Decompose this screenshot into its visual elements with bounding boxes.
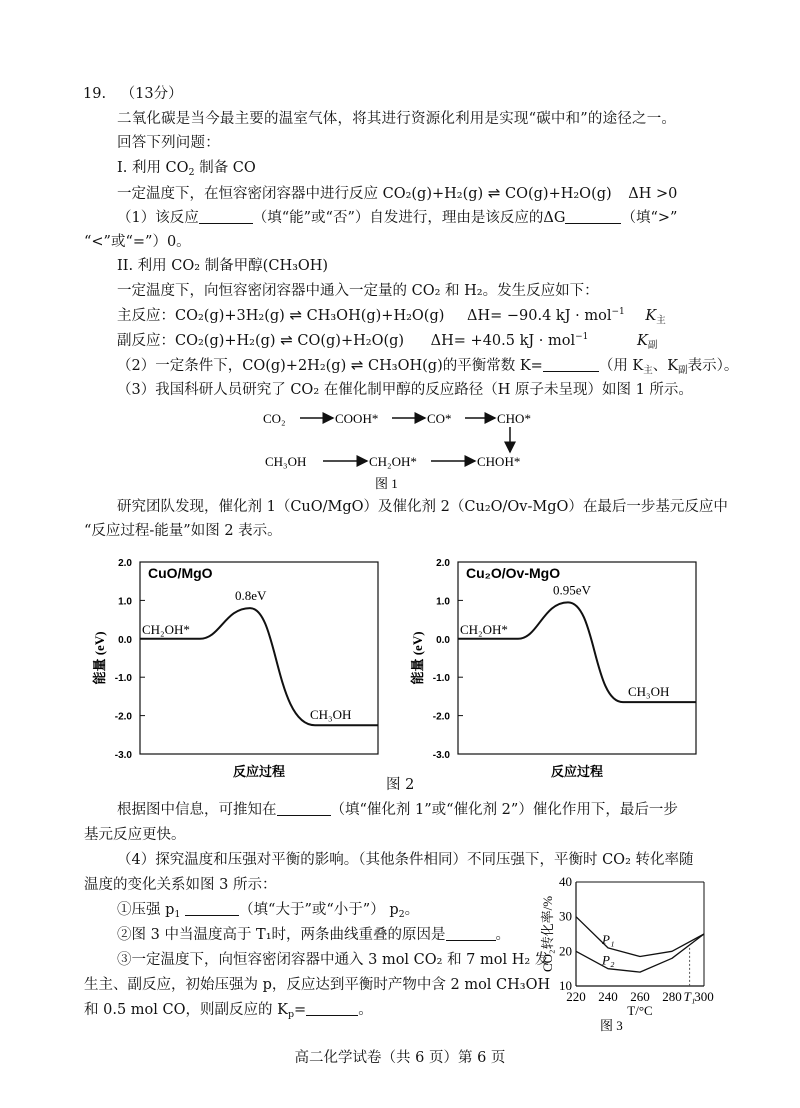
part1-title: I. 利用 $CO_2$ 制备 CO bbox=[117, 160, 256, 178]
figure2-caption: 图 2 bbox=[386, 777, 415, 793]
energy-chart-cu2o bbox=[408, 550, 708, 778]
side-k: K bbox=[637, 333, 648, 349]
t1-label: T₁ bbox=[683, 989, 696, 1004]
q1-d: “<”或“=”）0。 bbox=[84, 234, 191, 250]
pathway-co: CO* bbox=[427, 411, 452, 426]
y-tick-label: 20 bbox=[559, 943, 572, 959]
part1-rxn-left: CO₂(g)+H₂(g) bbox=[382, 186, 484, 202]
q2-line bbox=[117, 355, 738, 376]
main-dh: ΔH= −90.4 kJ · mol bbox=[467, 308, 612, 324]
y-tick-label: 0.0 bbox=[436, 634, 450, 646]
q4-3-blank[interactable] bbox=[306, 1001, 358, 1016]
q3-ask-b: （填“催化剂 1”或“催化剂 2”）催化作用下，最后一步 bbox=[330, 802, 678, 818]
y-axis-label: 能量 (eV) bbox=[410, 631, 425, 685]
q1-b: （填“能”或“否”）自发进行，理由是该反应的ΔG bbox=[252, 210, 566, 226]
q2-rxn-right: CH₃OH(g)的平衡常数 K= bbox=[368, 358, 543, 374]
question-number: 19. bbox=[83, 86, 107, 102]
x-axis-label: T/°C bbox=[627, 1003, 653, 1018]
figure3-caption: 图 3 bbox=[600, 1018, 623, 1032]
q3-ask-line bbox=[117, 800, 678, 820]
chart-title: CuO/MgO bbox=[148, 565, 213, 581]
y-tick-label: -1.0 bbox=[114, 673, 132, 685]
after-fig1-a: 研究团队发现，催化剂 1（CuO/MgO）及催化剂 2（Cu₂O/Ov-MgO）在最后一步基元反应中 bbox=[117, 499, 728, 515]
q4-1b: （填“大于”或“小于”） p bbox=[239, 902, 399, 918]
side-left: CO₂(g)+H₂(g) bbox=[175, 333, 276, 349]
y-tick-label: -1.0 bbox=[432, 673, 450, 685]
question-header bbox=[83, 84, 183, 104]
q1-blank-2[interactable] bbox=[565, 209, 621, 224]
x-axis-label: 反应过程 bbox=[232, 764, 286, 778]
chart-title: Cu₂O/Ov-MgO bbox=[466, 565, 561, 581]
q4-3d: = bbox=[294, 1002, 307, 1018]
peak-label: 0.95eV bbox=[553, 582, 591, 598]
y-tick-label: 0.0 bbox=[118, 634, 132, 646]
question-score: （13分） bbox=[120, 86, 183, 102]
y-tick-label: 10 bbox=[559, 978, 572, 993]
side-right: CO(g)+H₂O(g) bbox=[297, 333, 405, 349]
x-tick-label: 260 bbox=[630, 989, 650, 1004]
y-axis-label: 能量 (eV) bbox=[92, 631, 107, 685]
equilibrium-arrow-icon: ⇌ bbox=[350, 356, 364, 374]
equilibrium-arrow-icon: ⇌ bbox=[487, 184, 501, 202]
series-line bbox=[576, 917, 704, 957]
figure1-pathway bbox=[255, 400, 555, 492]
main-reaction: 主反应：CO₂(g)+3H₂(g) ⇌ CH₃OH(g)+H₂O(g) ΔH= −90.4 kJ · mol$^{-1}$ $K_主$ bbox=[117, 306, 666, 326]
q2-k-main-sub: 主 bbox=[643, 365, 653, 376]
part1-condition bbox=[117, 183, 677, 204]
y-tick-label: 2.0 bbox=[436, 558, 450, 569]
equilibrium-arrow-icon: ⇌ bbox=[289, 306, 303, 324]
q2-c: 、K bbox=[652, 358, 679, 374]
side-dh: ΔH= +40.5 kJ · mol bbox=[430, 333, 576, 349]
pathway-co2: CO₂ bbox=[263, 411, 286, 426]
figure1-caption: 图 1 bbox=[375, 476, 398, 491]
part2-condition: 一定温度下，向恒容密闭容器中通入一定量的 CO₂ 和 H₂。发生反应如下： bbox=[117, 283, 599, 299]
x-tick-label: 240 bbox=[598, 989, 618, 1004]
x-tick-label: 280 bbox=[662, 989, 682, 1004]
main-k: K bbox=[645, 308, 657, 324]
y-axis-label: CO₂转化率/% bbox=[540, 895, 555, 973]
x-tick-label: 300 bbox=[694, 989, 714, 1004]
y-tick-label: 1.0 bbox=[118, 596, 132, 608]
series-label: P₂ bbox=[602, 952, 615, 968]
q1-c: （填“>” bbox=[621, 210, 678, 226]
q1-blank-1[interactable] bbox=[199, 209, 253, 224]
part1-rxn-right: CO(g)+H₂O(g) bbox=[505, 186, 612, 202]
after-fig1-b: “反应过程-能量”如图 2 表示。 bbox=[84, 523, 282, 539]
side-label: 副反应： bbox=[117, 333, 175, 349]
part1-dh: ΔH >0 bbox=[628, 186, 678, 202]
y-tick-label: 40 bbox=[559, 874, 572, 889]
main-k-sub: 主 bbox=[656, 315, 666, 326]
prompt-text: 回答下列问题： bbox=[117, 135, 220, 151]
energy-chart-cuo bbox=[90, 550, 390, 778]
q2-blank[interactable] bbox=[543, 357, 599, 372]
main-right: CH₃OH(g)+H₂O(g) bbox=[306, 308, 445, 324]
y-tick-label: 1.0 bbox=[436, 596, 450, 608]
start-label: CH₂OH* bbox=[460, 621, 508, 637]
side-k-sub: 副 bbox=[647, 340, 658, 351]
q3-blank[interactable] bbox=[277, 801, 331, 816]
q1-line bbox=[117, 208, 677, 228]
start-label: CH₂OH* bbox=[142, 621, 190, 637]
part1-cond: 一定温度下，在恒容密闭容器中进行反应 bbox=[117, 186, 383, 202]
series-line bbox=[576, 931, 704, 972]
q4-1-line: ①压强 $p_1$ （填“大于”或“小于”） $p_2$。 bbox=[117, 902, 420, 920]
q4-3-last-line: 和 0.5 mol CO，则副反应的 $K_p=$ 。 bbox=[84, 1002, 373, 1020]
q4-3c: 和 0.5 mol CO，则副反应的 K bbox=[84, 1002, 288, 1018]
main-left: CO₂(g)+3H₂(g) bbox=[175, 308, 285, 324]
q3-line: （3）我国科研人员研究了 CO₂ 在催化制甲醇的反应路径（H 原子未呈现）如图 1 所示。 bbox=[117, 382, 693, 398]
pathway-cooh: COOH* bbox=[335, 411, 379, 426]
q4-1-blank[interactable] bbox=[185, 901, 239, 916]
page-footer: 高二化学试卷（共 6 页）第 6 页 bbox=[294, 1050, 506, 1066]
series-label: P₁ bbox=[602, 931, 615, 947]
q2-b: （用 K bbox=[598, 358, 644, 374]
pathway-cho: CHO* bbox=[497, 411, 531, 426]
q4-a: （4）探究温度和压强对平衡的影响。（其他条件相同）不同压强下，平衡时 CO₂ 转化率随 bbox=[117, 852, 694, 868]
pathway-choh: CHOH* bbox=[477, 454, 521, 469]
q2-k-side-sub: 副 bbox=[678, 365, 688, 376]
y-tick-label: -3.0 bbox=[114, 750, 132, 761]
q4-3a: ③一定温度下，向恒容密闭容器中通入 3 mol CO₂ 和 7 mol H₂ 发 bbox=[117, 952, 550, 968]
x-tick-label: 220 bbox=[566, 989, 586, 1004]
conversion-chart bbox=[540, 872, 720, 1032]
q2-rxn-left: CO(g)+2H₂(g) bbox=[242, 358, 347, 374]
q4-2-blank[interactable] bbox=[446, 926, 496, 941]
y-tick-label: -2.0 bbox=[114, 711, 132, 723]
y-tick-label: -3.0 bbox=[432, 750, 450, 761]
end-label: CH₃OH bbox=[310, 707, 352, 723]
intro-text: 二氧化碳是当今最主要的温室气体，将其进行资源化利用是实现“碳中和”的途径之一。 bbox=[117, 111, 677, 127]
part2-title: II. 利用 CO₂ 制备甲醇(CH₃OH) bbox=[117, 258, 329, 274]
y-tick-label: -2.0 bbox=[432, 711, 450, 723]
y-tick-label: 30 bbox=[559, 908, 572, 924]
x-axis-label: 反应过程 bbox=[550, 764, 604, 778]
q3-ask-a: 根据图中信息，可推知在 bbox=[117, 802, 277, 818]
end-label: CH₃OH bbox=[628, 684, 670, 700]
q4-1a: ①压强 p bbox=[117, 902, 175, 918]
q1-a: （1）该反应 bbox=[117, 210, 199, 226]
pathway-ch2oh: CH₂OH* bbox=[369, 454, 417, 469]
pathway-ch3oh: CH₃OH bbox=[265, 454, 307, 469]
part1-title-b: 制备 CO bbox=[199, 160, 256, 176]
q2-a: （2）一定条件下， bbox=[117, 358, 243, 374]
q3-ask-c: 基元反应更快。 bbox=[84, 827, 186, 843]
q2-d: 表示）。 bbox=[687, 358, 739, 374]
y-tick-label: 2.0 bbox=[118, 558, 132, 569]
part1-title-a: I. 利用 CO bbox=[117, 160, 189, 176]
side-reaction: 副反应：CO₂(g)+H₂(g) ⇌ CO(g)+H₂O(g) ΔH= +40.5 kJ · mol$^{-1}$ $K_副$ bbox=[117, 331, 658, 351]
q4-b: 温度的变化关系如图 3 所示： bbox=[84, 877, 277, 893]
peak-label: 0.8eV bbox=[235, 588, 267, 604]
q4-2: ②图 3 中当温度高于 T₁时，两条曲线重叠的原因是 bbox=[117, 927, 446, 943]
q4-3b: 生主、副反应，初始压强为 p，反应达到平衡时产物中含 2 mol CH₃OH bbox=[84, 977, 551, 993]
equilibrium-arrow-icon: ⇌ bbox=[280, 331, 293, 349]
main-label: 主反应： bbox=[117, 308, 175, 324]
q4-2-line: ②图 3 中当温度高于 T₁时，两条曲线重叠的原因是 。 bbox=[117, 927, 511, 943]
